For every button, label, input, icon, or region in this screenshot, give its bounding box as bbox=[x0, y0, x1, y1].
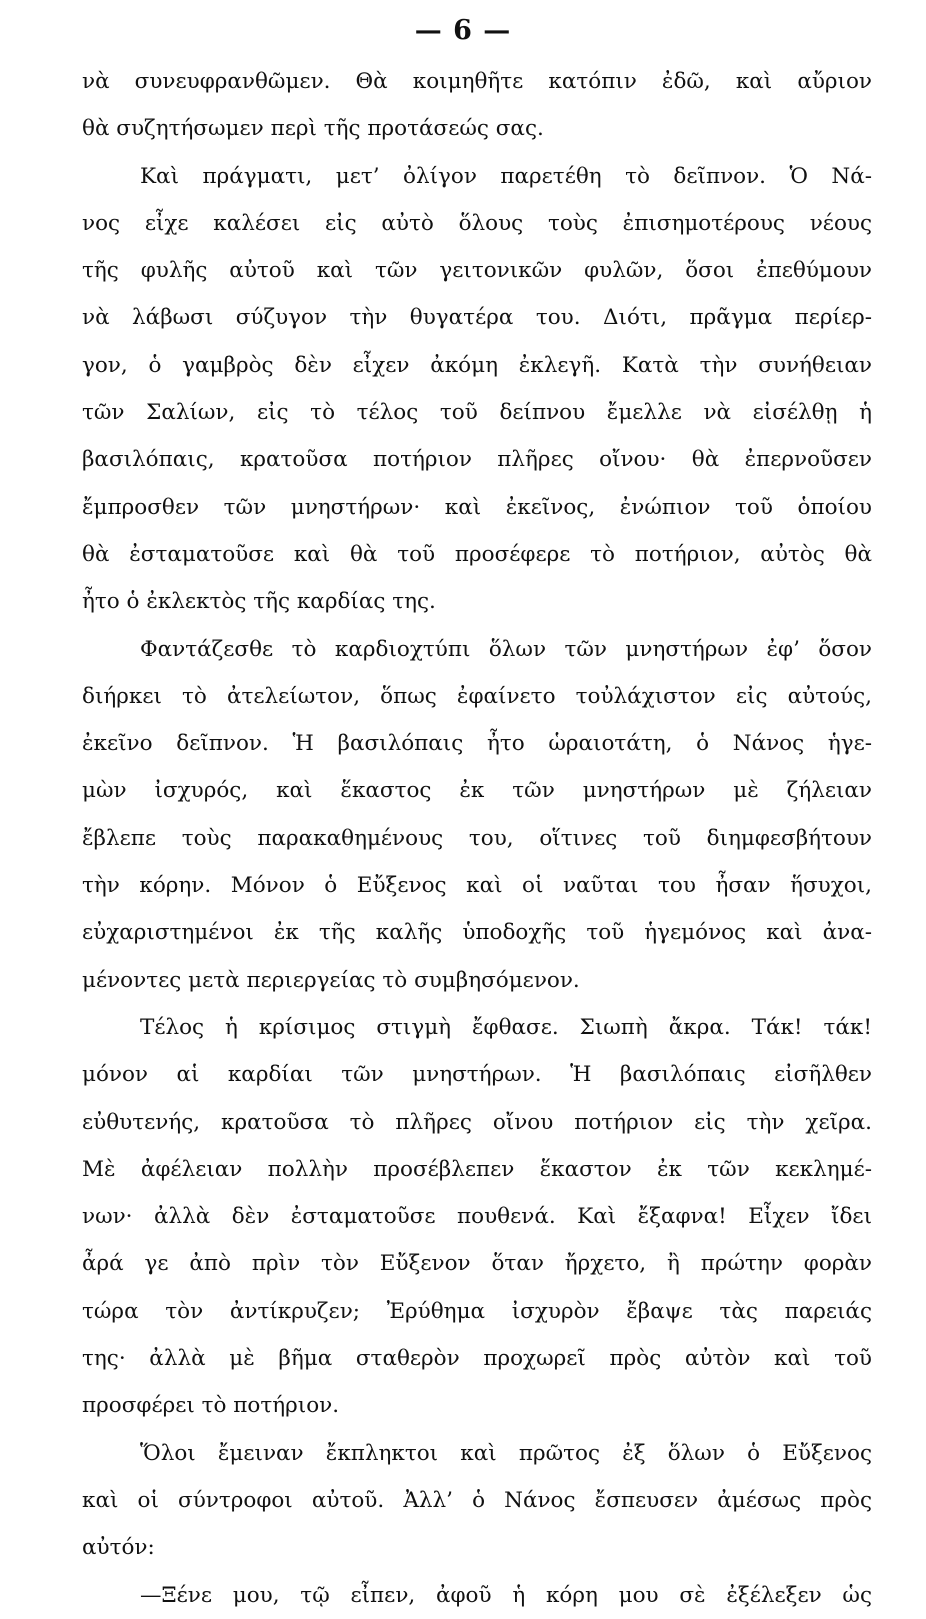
text-line: Ὅλοι ἔμειναν ἔκπληκτοι καὶ πρῶτος ἐξ ὅλων ὁ Εὔξενος bbox=[140, 1440, 872, 1466]
text-line: μένοντες μετὰ περιεργείας τὸ συμβησόμενον. bbox=[82, 967, 580, 993]
text-line: ἔμπροσθεν τῶν μνηστήρων· καὶ ἐκεῖνος, ἐνώπιον τοῦ ὁποίου bbox=[82, 494, 872, 520]
text-line: τῶν Σαλίων, εἰς τὸ τέλος τοῦ δείπνου ἔμελλε νὰ εἰσέλθῃ ἡ bbox=[82, 400, 872, 426]
page-number: — 6 — bbox=[414, 15, 512, 46]
text-line: εὐχαριστημένοι ἐκ τῆς καλῆς ὑποδοχῆς τοῦ ἡγεμόνος καὶ ἀνα- bbox=[82, 920, 872, 946]
text-line: ἐκεῖνο δεῖπνον. Ἡ βασιλόπαις ἦτο ὡραιοτάτη, ὁ Νάνος ἡγε- bbox=[82, 731, 872, 757]
text-line: ἔβλεπε τοὺς παρακαθημένους του, οἵτινες τοῦ διημφεσβήτουν bbox=[82, 825, 872, 851]
text-line: ἆρά γε ἀπὸ πρὶν τὸν Εὔξενον ὅταν ἤρχετο, ἢ πρώτην φορὰν bbox=[82, 1251, 872, 1277]
text-line: νος εἶχε καλέσει εἰς αὐτὸ ὅλους τοὺς ἐπισημοτέρους νέους bbox=[82, 210, 872, 236]
text-line: Τέλος ἡ κρίσιμος στιγμὴ ἔφθασε. Σιωπὴ ἄκρα. Τάκ! τάκ! bbox=[140, 1014, 872, 1040]
text-line: της· ἀλλὰ μὲ βῆμα σταθερὸν προχωρεῖ πρὸς αὐτὸν καὶ τοῦ bbox=[82, 1346, 872, 1372]
text-line: διήρκει τὸ ἀτελείωτον, ὅπως ἐφαίνετο τοὐλάχιστον εἰς αὐτούς, bbox=[82, 683, 872, 709]
text-line: θὰ ἐσταματοῦσε καὶ θὰ τοῦ προσέφερε τὸ ποτήριον, αὐτὸς θὰ bbox=[82, 541, 872, 567]
text-line: Φαντάζεσθε τὸ καρδιοχτύπι ὅλων τῶν μνηστήρων ἐφ’ ὅσον bbox=[140, 636, 872, 662]
text-line: νὰ συνευφρανθῶμεν. Θὰ κοιμηθῆτε κατόπιν ἐδῶ, καὶ αὔριον bbox=[82, 69, 872, 94]
text-line: νὰ λάβωσι σύζυγον τὴν θυγατέρα του. Διότι, πρᾶγμα περίερ- bbox=[82, 305, 872, 331]
text-line: τὴν κόρην. Μόνον ὁ Εὔξενος καὶ οἱ ναῦται του ἦσαν ἥσυχοι, bbox=[82, 873, 872, 899]
text-line: τώρα τὸν ἀντίκρυζεν; Ἐρύθημα ἰσχυρὸν ἔβαψε τὰς παρειάς bbox=[82, 1298, 872, 1324]
text-line: —Ξένε μου, τῷ εἶπεν, ἀφοῦ ἡ κόρη μου σὲ ἐξέλεξεν ὡς bbox=[140, 1582, 872, 1608]
text-line: αὐτόν: bbox=[82, 1535, 155, 1561]
text-line: εὐθυτενής, κρατοῦσα τὸ πλῆρες οἴνου ποτήριον εἰς τὴν χεῖρα. bbox=[82, 1109, 872, 1135]
text-line: ἦτο ὁ ἐκλεκτὸς τῆς καρδίας της. bbox=[82, 589, 436, 615]
text-line: γον, ὁ γαμβρὸς δὲν εἶχεν ἀκόμη ἐκλεγῆ. Κατὰ τὴν συνήθειαν bbox=[82, 352, 872, 378]
body-text bbox=[82, 58, 872, 1619]
text-line: τῆς φυλῆς αὐτοῦ καὶ τῶν γειτονικῶν φυλῶν, ὅσοι ἐπεθύμουν bbox=[82, 258, 872, 284]
text-line: νων· ἀλλὰ δὲν ἐσταματοῦσε πουθενά. Καὶ ἔξαφνα! Εἶχεν ἴδει bbox=[82, 1204, 872, 1230]
text-line: μόνον αἱ καρδίαι τῶν μνηστήρων. Ἡ βασιλόπαις εἰσῆλθεν bbox=[82, 1062, 872, 1088]
text-line: Καὶ πράγματι, μετ’ ὀλίγον παρετέθη τὸ δεῖπνον. Ὁ Νά- bbox=[140, 163, 872, 189]
text-line: προσφέρει τὸ ποτήριον. bbox=[82, 1393, 340, 1419]
text-line: Μὲ ἀφέλειαν πολλὴν προσέβλεπεν ἕκαστον ἐκ τῶν κεκλημέ- bbox=[82, 1156, 872, 1182]
text-line: βασιλόπαις, κρατοῦσα ποτήριον πλῆρες οἴνου· θὰ ἐπερνοῦσεν bbox=[82, 447, 872, 473]
text-line: καὶ οἱ σύντροφοι αὐτοῦ. Ἀλλ’ ὁ Νάνος ἔσπευσεν ἀμέσως πρὸς bbox=[82, 1487, 872, 1513]
text-line: θὰ συζητήσωμεν περὶ τῆς προτάσεώς σας. bbox=[82, 116, 544, 142]
text-line: μὼν ἰσχυρός, καὶ ἕκαστος ἐκ τῶν μνηστήρων μὲ ζήλειαν bbox=[82, 778, 872, 804]
